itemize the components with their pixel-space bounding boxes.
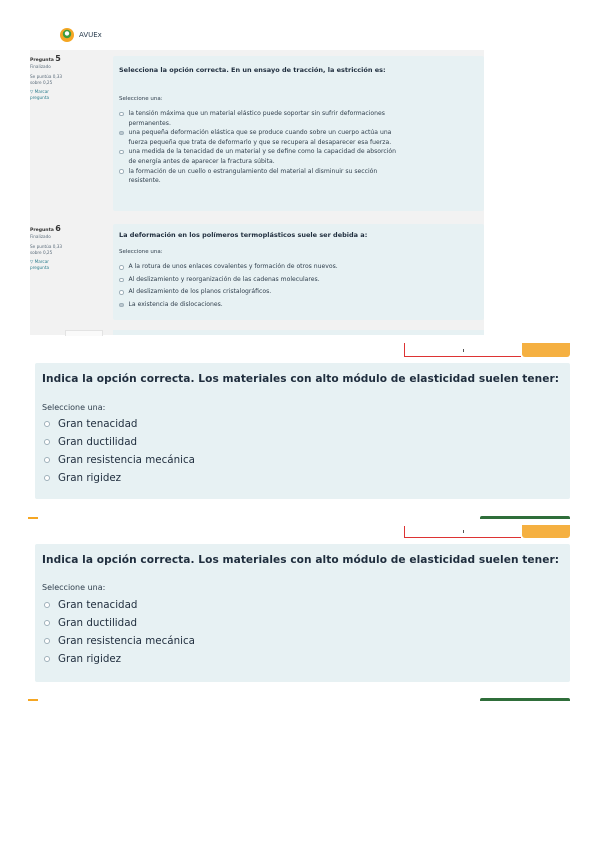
question-number: 6 (55, 224, 61, 233)
radio-button[interactable] (44, 656, 50, 662)
question-card-large-1 (35, 363, 570, 499)
option-gran-resistencia[interactable]: Gran resistencia mecánica (42, 451, 195, 469)
flag-question-link[interactable]: ▽ Marcar pregunta (30, 259, 50, 270)
question-status: Finalizado (30, 234, 51, 239)
select-label: Seleccione una: (42, 403, 106, 412)
flag-icon: ▽ (30, 89, 34, 94)
question-text: La deformación en los polímeros termoplásticos suele ser debida a: (119, 231, 368, 239)
options-list (42, 596, 195, 668)
option-2[interactable]: Al deslizamiento de los planos cristalográficos. (119, 286, 479, 299)
avuex-logo-icon (59, 27, 75, 43)
option-gran-rigidez[interactable]: Gran rigidez (42, 650, 195, 668)
option-1[interactable]: Al deslizamiento y reorganización de las cadenas moleculares. (119, 274, 479, 287)
options-list (119, 109, 479, 186)
question-label: Pregunta (30, 58, 54, 63)
question-info-6 (30, 226, 66, 271)
radio-button[interactable] (44, 439, 50, 445)
question-card-5 (113, 56, 484, 211)
question-text: Indica la opción correcta. Los materiales con alto módulo de elasticidad suelen tener: (42, 554, 560, 566)
flag-icon: ▽ (30, 259, 34, 264)
radio-button[interactable] (44, 475, 50, 481)
option-gran-rigidez[interactable]: Gran rigidez (42, 469, 195, 487)
orange-button-fragment (522, 343, 570, 357)
option-1[interactable]: una pequeña deformación elástica que se produce cuando sobre un cuerpo actúa una fuerza pequeña que trata de deformarlo y que se recupera al desaparecer esa fuerza. (119, 128, 479, 147)
option-3[interactable]: La existencia de dislocaciones. (119, 299, 479, 312)
select-label: Seleccione una: (119, 96, 163, 102)
radio-button[interactable] (119, 150, 124, 155)
option-0[interactable]: la tensión máxima que un material elástico puede soportar sin sufrir deformaciones permanentes. (119, 109, 479, 128)
option-gran-ductilidad[interactable]: Gran ductilidad (42, 614, 195, 632)
question-card-6 (113, 224, 484, 320)
flag-question-link[interactable]: ▽ Marcar pregunta (30, 89, 50, 100)
radio-button-checked[interactable] (119, 303, 124, 308)
radio-button[interactable] (119, 112, 124, 117)
cursor-mark (463, 530, 464, 533)
options-list (42, 415, 195, 487)
next-question-peek (65, 330, 103, 336)
question-text: Indica la opción correcta. Los materiales con alto módulo de elasticidad suelen tener: (42, 373, 560, 385)
option-gran-ductilidad[interactable]: Gran ductilidad (42, 433, 195, 451)
question-score: Se puntúa 0,33 sobre 0,25 (30, 244, 63, 255)
select-label: Seleccione una: (119, 249, 163, 255)
orange-mark (28, 517, 38, 519)
question-card-large-2 (35, 544, 570, 682)
green-button-fragment (480, 516, 570, 519)
option-gran-resistencia[interactable]: Gran resistencia mecánica (42, 632, 195, 650)
option-3[interactable]: la formación de un cuello o estrangulamiento del material al disminuir su sección resistente. (119, 167, 479, 186)
question-score: Se puntúa 0,33 sobre 0,25 (30, 74, 63, 85)
option-gran-tenacidad[interactable]: Gran tenacidad (42, 596, 195, 614)
question-info-5 (30, 56, 66, 101)
cursor-mark (463, 349, 464, 352)
radio-button[interactable] (44, 602, 50, 608)
question-label: Pregunta (30, 228, 54, 233)
red-border-fragment (404, 537, 521, 538)
radio-button[interactable] (44, 457, 50, 463)
option-0[interactable]: A la rotura de unos enlaces covalentes y formación de otros nuevos. (119, 261, 479, 274)
logo-text: AVUEx (79, 31, 102, 39)
next-card-peek (113, 330, 484, 335)
radio-button[interactable] (119, 278, 124, 283)
question-text: Selecciona la opción correcta. En un ensayo de tracción, la estricción es: (119, 66, 386, 74)
radio-button[interactable] (44, 421, 50, 427)
option-2[interactable]: una medida de la tenacidad de un material y se define como la capacidad de absorción de energía antes de aparecer la fractura súbita. (119, 147, 479, 166)
red-border-fragment (404, 343, 405, 357)
radio-button[interactable] (44, 620, 50, 626)
orange-button-fragment (522, 525, 570, 538)
logo[interactable] (59, 27, 102, 43)
radio-button[interactable] (44, 638, 50, 644)
radio-button[interactable] (119, 265, 124, 270)
option-gran-tenacidad[interactable]: Gran tenacidad (42, 415, 195, 433)
radio-button[interactable] (119, 290, 124, 295)
radio-button[interactable] (119, 169, 124, 174)
red-border-fragment (404, 356, 521, 357)
green-button-fragment (480, 698, 570, 701)
options-list (119, 261, 479, 311)
question-status: Finalizado (30, 64, 51, 69)
radio-button-checked[interactable] (119, 131, 124, 136)
orange-mark (28, 699, 38, 701)
question-number: 5 (55, 54, 61, 63)
select-label: Seleccione una: (42, 583, 106, 592)
